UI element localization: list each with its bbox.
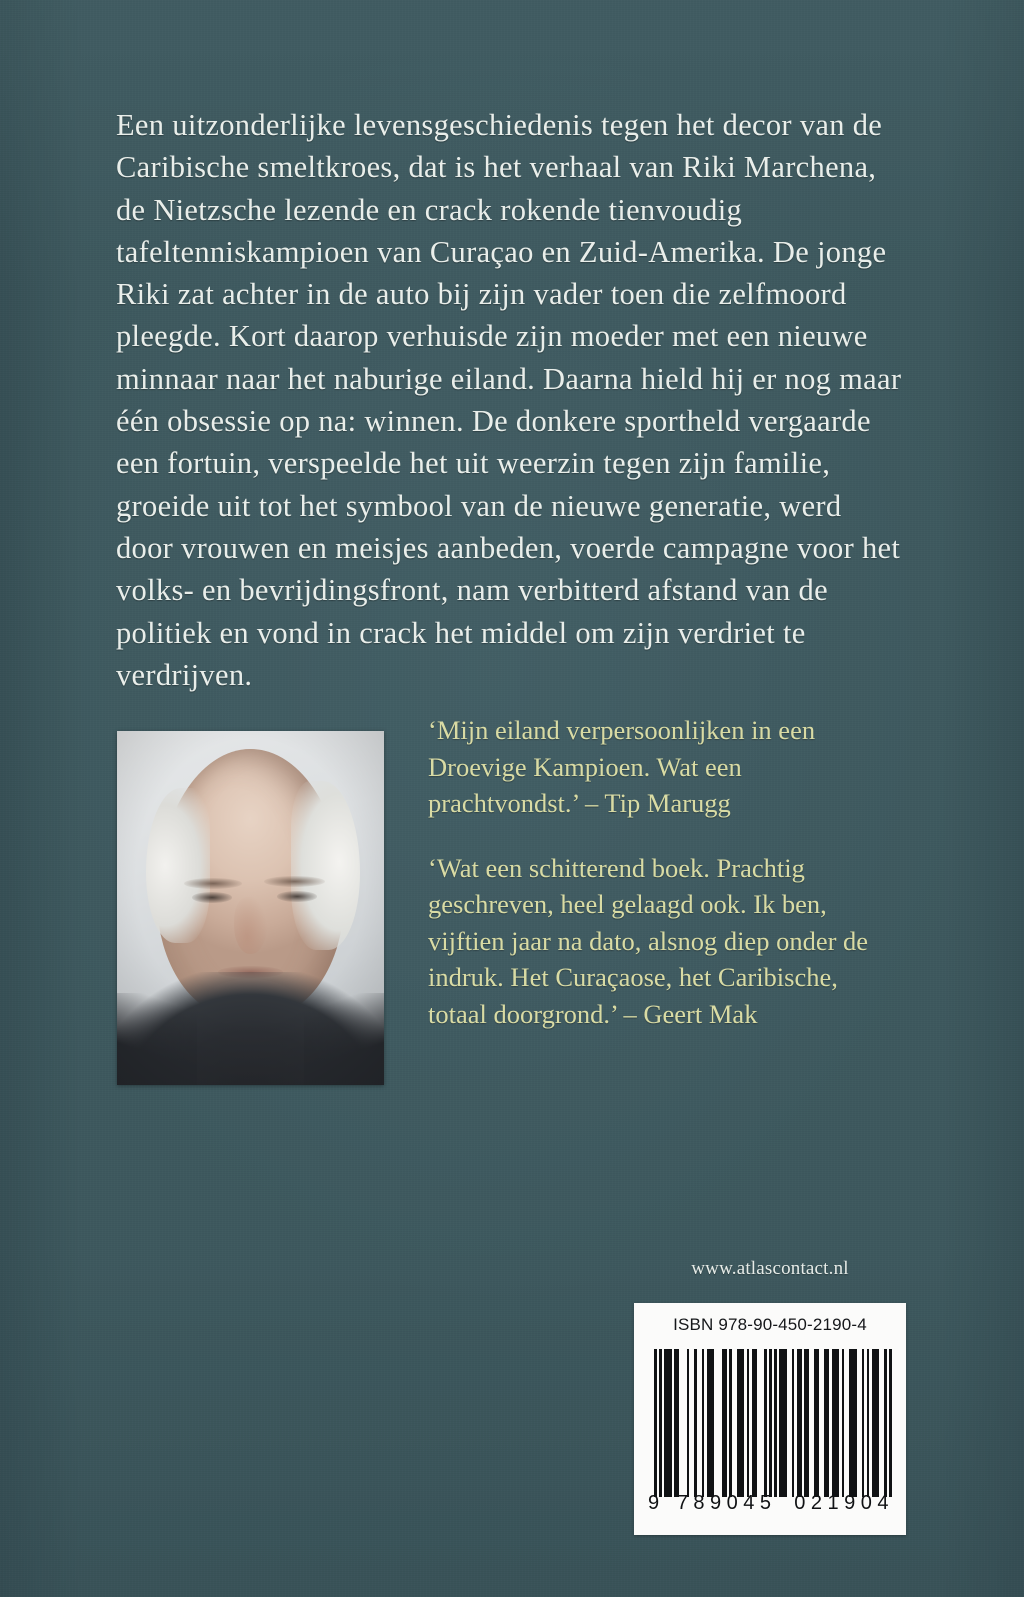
barcode-digits (648, 1492, 894, 1515)
back-cover-blurb (116, 104, 906, 696)
portrait-vignette (117, 731, 384, 1085)
barcode-left-group: 789045 (676, 1492, 777, 1514)
barcode-bars (654, 1349, 892, 1497)
barcode-right-group: 021904 (794, 1492, 894, 1514)
isbn-barcode (634, 1303, 906, 1535)
publisher-website[interactable]: www.atlascontact.nl (691, 1258, 849, 1279)
isbn-text: ISBN 978-90-450-2190-4 (673, 1315, 867, 1334)
blurb-paragraph: Een uitzonderlijke levensgeschiedenis tegen het decor van de Caribische smeltkroes, dat is het verhaal van Riki Marchena, de Nietzsche lezende en crack rokende tienvoudig tafeltenniskampioen van Curaçao en Zuid-Amerika. De jonge Riki zat achter in de auto bij zijn vader toen die zelfmoord pleegde. Kort daarop verhuisde zijn moeder met een nieuwe minnaar naar het naburige eiland. Daarna hield hij er nog maar één obsessie op na: winnen. De donkere sportheld vergaarde een fortuin, verspeelde het uit weerzin tegen zijn familie, groeide uit tot het symbool van de nieuwe generatie, werd door vrouwen en meisjes aanbeden, voerde campagne voor het volks- en bevrijdingsfront, nam verbitterd afstand van de politiek en vond in crack het middel om zijn verdriet te verdrijven. (116, 108, 902, 692)
review-quote-mak: ‘Wat een schitterend boek. Prachtig geschreven, heel gelaagd ook. Ik ben, vijftien jaar na dato, alsnog diep onder de indruk. Het Curaçaose, het Caribische, totaal doorgrond.’ – Geert Mak (428, 852, 869, 1029)
author-portrait-photo (117, 731, 384, 1085)
review-quotes (428, 712, 893, 1032)
barcode-lead-digit: 9 (648, 1492, 660, 1514)
review-quote-marugg: ‘Mijn eiland verpersoonlijken in een Droevige Kampioen. Wat een prachtvondst.’ – Tip Marugg (428, 715, 816, 818)
